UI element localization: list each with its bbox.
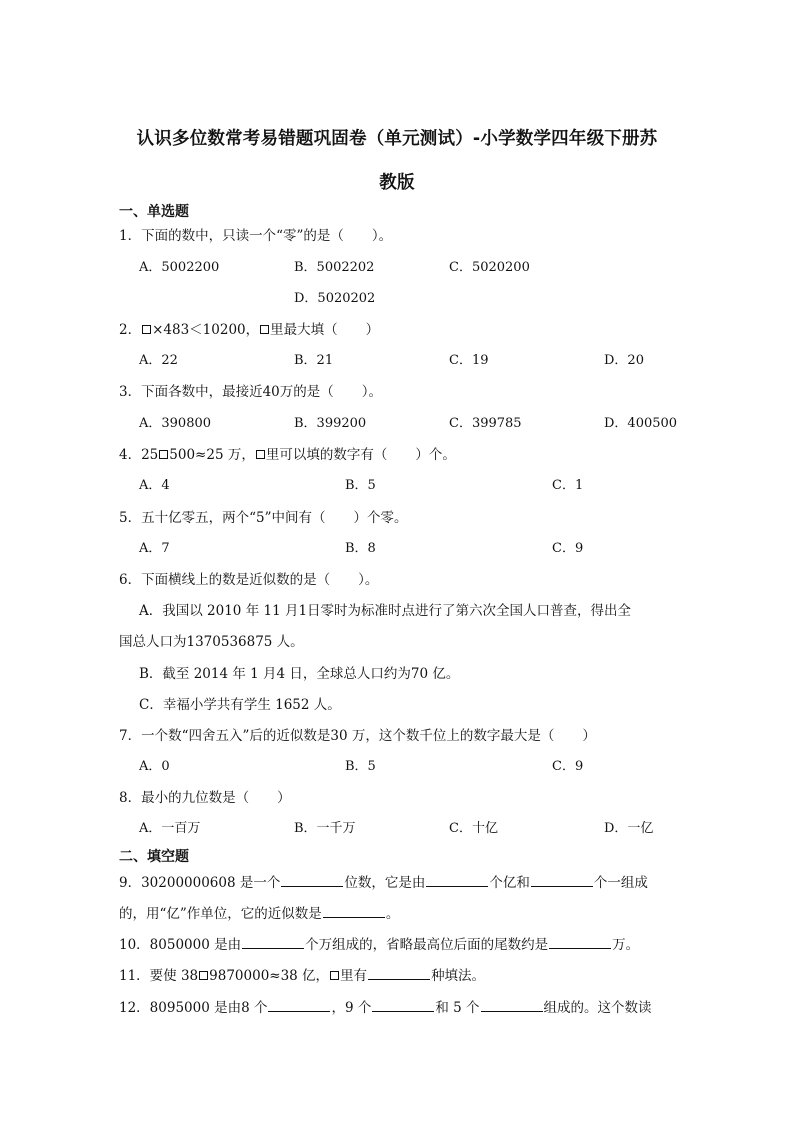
q8-option-b[interactable]: B．一千万 (294, 821, 356, 836)
q3-option-d[interactable]: D．400500 (604, 416, 678, 431)
question-6: 6．下面横线上的数是近似数的是（ ）。 (119, 572, 379, 588)
q1-option-a[interactable]: A．5002200 (139, 260, 220, 275)
blank-box-icon (330, 971, 339, 980)
q3-option-b[interactable]: B．399200 (294, 416, 367, 431)
q7-option-a[interactable]: A．0 (139, 759, 170, 774)
q4-option-b[interactable]: B．5 (345, 478, 376, 493)
answer-blank[interactable] (368, 965, 430, 980)
question-8: 8．最小的九位数是（ ） (119, 790, 291, 806)
question-3: 3．下面各数中，最接近40万的是（ ）。 (119, 384, 383, 400)
q8-option-a[interactable]: A．一百万 (139, 821, 201, 836)
q8-option-c[interactable]: C．十亿 (449, 821, 498, 836)
q3-option-c[interactable]: C．399785 (449, 416, 522, 431)
q1-option-c[interactable]: C．5020200 (449, 260, 530, 275)
blank-box-icon (142, 325, 151, 334)
answer-blank[interactable] (426, 872, 488, 887)
question-9: 9．30200000608 是一个 位数，它是由 个亿和 个一组成 (119, 872, 648, 893)
worksheet-title-line2: 教版 (379, 173, 415, 193)
q5-option-a[interactable]: A．7 (139, 541, 170, 556)
worksheet-title-line1: 认识多位数常考易错题巩固卷（单元测试）-小学数学四年级下册苏 (136, 129, 658, 149)
q2-option-c[interactable]: C．19 (449, 353, 489, 368)
answer-blank[interactable] (372, 997, 434, 1012)
blank-box-icon (260, 325, 269, 334)
answer-blank[interactable] (531, 872, 593, 887)
answer-blank[interactable] (549, 934, 611, 949)
question-10: 10．8050000 是由 个万组成的，省略最高位后面的尾数约是 万。 (119, 934, 639, 955)
q6-option-a[interactable]: A．我国以 2010 年 11 月1日零时为标准时点进行了第六次全国人口普查，得出全 (139, 603, 632, 619)
q7-option-c[interactable]: C．9 (552, 759, 584, 774)
q1-option-b[interactable]: B．5002202 (294, 260, 375, 275)
answer-blank[interactable] (268, 997, 330, 1012)
blank-box-icon (256, 450, 265, 459)
q3-option-a[interactable]: A．390800 (139, 416, 212, 431)
q4-option-c[interactable]: C．1 (552, 478, 584, 493)
q2-option-b[interactable]: B．21 (294, 353, 334, 368)
q2-option-d[interactable]: D．20 (604, 353, 644, 368)
question-4: 4．25 500≈25 万， 里可以填的数字有（ ）个。 (119, 447, 456, 463)
answer-blank[interactable] (242, 934, 304, 949)
answer-blank[interactable] (323, 903, 385, 918)
q8-option-d[interactable]: D．一亿 (604, 821, 654, 836)
question-2: 2． ×483＜10200， 里最大填（ ） (119, 322, 380, 338)
section-heading-fill-blank: 二、填空题 (119, 849, 189, 865)
blank-box-icon (159, 450, 168, 459)
q2-option-a[interactable]: A．22 (139, 353, 178, 368)
answer-blank[interactable] (281, 872, 343, 887)
question-1: 1．下面的数中，只读一个“零”的是（ ）。 (119, 228, 393, 244)
question-12: 12．8095000 是由8 个 ，9 个 和 5 个 组成的。这个数读 (119, 997, 652, 1018)
q6-option-a-cont: 国总人口为1370536875 人。 (119, 634, 304, 650)
q7-option-b[interactable]: B．5 (345, 759, 376, 774)
q6-option-c[interactable]: C．幸福小学共有学生 1652 人。 (139, 697, 341, 713)
q5-option-b[interactable]: B．8 (345, 541, 376, 556)
question-9-cont: 的，用“亿”作单位，它的近似数是 。 (119, 903, 399, 924)
question-5: 5．五十亿零五，两个“5”中间有（ ）个零。 (119, 510, 408, 526)
question-11: 11．要使 38 9870000≈38 亿， 里有 种填法。 (119, 965, 485, 986)
q4-option-a[interactable]: A．4 (139, 478, 170, 493)
question-7: 7．一个数“四舍五入”后的近似数是30 万，这个数千位上的数字最大是（ ） (119, 728, 596, 744)
q6-option-b[interactable]: B．截至 2014 年 1 月4 日，全球总人口约为70 亿。 (139, 666, 460, 682)
blank-box-icon (199, 971, 208, 980)
answer-blank[interactable] (481, 997, 543, 1012)
q5-option-c[interactable]: C．9 (552, 541, 584, 556)
q1-option-d[interactable]: D．5020202 (294, 291, 376, 306)
section-heading-single-choice: 一、单选题 (119, 204, 189, 220)
